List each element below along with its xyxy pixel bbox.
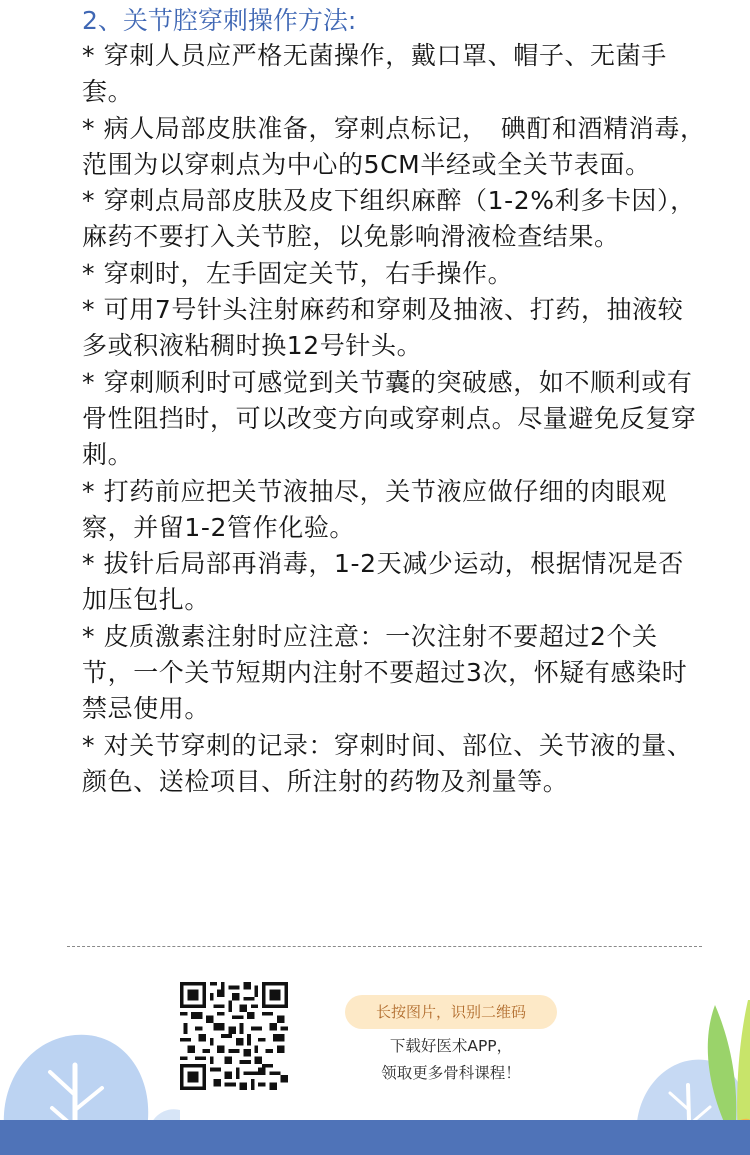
- list-item: * 皮质激素注射时应注意：一次注射不要超过2个关节，一个关节短期内注射不要超过3次，怀疑有感染时禁忌使用。: [82, 621, 688, 724]
- list-item: * 对关节穿刺的记录：穿刺时间、部位、关节液的量、颜色、送检项目、所注射的药物及剂量等。: [82, 730, 693, 796]
- dashed-divider: [67, 946, 702, 947]
- list-item: * 穿刺时，左手固定关节，右手操作。: [82, 258, 514, 288]
- article-content: [82, 4, 707, 800]
- list-item: * 穿刺点局部皮肤及皮下组织麻醉（1-2%利多卡因），麻药不要打入关节腔，以免影响滑液检查结果。: [82, 186, 696, 252]
- bottom-bar: [0, 1120, 750, 1155]
- list-item: * 穿刺人员应严格无菌操作，戴口罩、帽子、无菌手套。: [82, 41, 667, 107]
- qr-code-icon[interactable]: [180, 982, 288, 1090]
- procedure-list: [82, 38, 707, 800]
- list-item: * 打药前应把关节液抽尽，关节液应做仔细的肉眼观察，并留1-2管作化验。: [82, 476, 667, 542]
- section-title: 2、关节腔穿刺操作方法:: [82, 6, 357, 35]
- list-item: * 病人局部皮肤准备，穿刺点标记， 碘酊和酒精消毒，范围为以穿刺点为中心的5CM半经或全关节表面。: [82, 113, 706, 179]
- list-item: * 穿刺顺利时可感觉到关节囊的突破感，如不顺利或有骨性阻挡时，可以改变方向或穿刺点。尽量避免反复穿刺。: [82, 367, 697, 470]
- scan-hint-badge: 长按图片，识别二维码: [345, 995, 557, 1029]
- list-item: * 可用7号针头注射麻药和穿刺及抽液、打药，抽液较多或积液粘稠时换12号针头。: [82, 295, 684, 361]
- download-caption: 下载好医术APP，: [389, 1037, 513, 1055]
- list-item: * 拔针后局部再消毒，1-2天减少运动，根据情况是否加压包扎。: [82, 549, 684, 615]
- course-caption: 领取更多骨科课程！: [381, 1064, 521, 1082]
